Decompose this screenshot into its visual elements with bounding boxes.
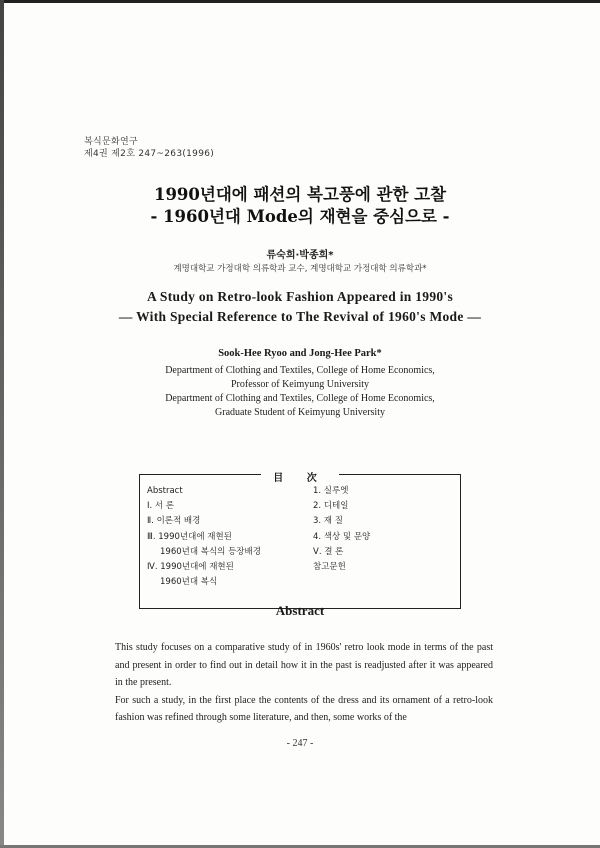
toc-item: Ⅳ. 1990년대에 재현된	[147, 562, 234, 573]
korean-title-line1: 1990년대에 패션의 복고풍에 관한 고찰	[153, 185, 447, 204]
toc-item: Ⅴ. 결 론	[313, 546, 344, 557]
english-title-line1: A Study on Retro-look Fashion Appeared in 1990's	[146, 289, 454, 304]
toc-left-column	[147, 484, 261, 590]
page-number: - 247 -	[286, 738, 314, 749]
toc-item: 4. 색상 및 문양	[313, 531, 371, 542]
english-affiliation	[0, 364, 600, 420]
affiliation-line: Professor of Keimyung University	[230, 379, 370, 390]
korean-affiliation: 계명대학교 가정대학 의류학과 교수, 계명대학교 가정대학 의류학과*	[173, 264, 427, 274]
toc-header: 目 次	[261, 473, 338, 484]
english-authors: Sook-Hee Ryoo and Jong-Hee Park*	[218, 348, 382, 359]
korean-authors: 류숙희·박종희*	[266, 250, 334, 261]
abstract-paragraph: For such a study, in the first place the contents of the dress and its ornament of a retro-look fashion was refined through some literature, and then, some works of the	[115, 694, 493, 723]
toc-item: Ⅱ. 이론적 배경	[147, 516, 201, 527]
toc-right-column	[313, 484, 370, 575]
korean-title-line2: - 1960년대 Mode의 재현을 중심으로 -	[150, 207, 450, 226]
affiliation-line: Department of Clothing and Textiles, College of Home Economics,	[165, 393, 435, 404]
toc-item: 1. 실루엣	[313, 486, 349, 496]
abstract-body	[115, 639, 493, 727]
affiliation-line: Graduate Student of Keimyung University	[215, 407, 385, 418]
toc-item: 3. 재 질	[313, 516, 343, 527]
page-edge-top	[0, 0, 600, 3]
abstract-paragraph: This study focuses on a comparative study of in 1960s' retro look mode in terms of the past and present in order to find out in detail how it in the past is readjusted after it was appeared in the present.	[115, 642, 493, 688]
journal-name: 복식문화연구	[84, 137, 138, 147]
toc-item: Abstract	[147, 486, 183, 496]
english-title-line2: — With Special Reference to The Revival of 1960's Mode —	[118, 309, 482, 324]
toc-item: Ⅰ. 서 론	[147, 501, 175, 512]
journal-info	[84, 136, 214, 160]
abstract-heading: Abstract	[275, 603, 325, 618]
toc-item: Ⅲ. 1990년대에 재현된	[147, 531, 232, 542]
table-of-contents	[139, 474, 461, 609]
affiliation-line: Department of Clothing and Textiles, College of Home Economics,	[165, 365, 435, 376]
toc-item: 1960년대 복식의 등장배경	[160, 546, 261, 557]
toc-item: 참고문헌	[313, 562, 346, 573]
toc-item: 2. 디테일	[313, 501, 349, 512]
journal-volume: 제4권 제2호 247~263(1996)	[84, 149, 215, 159]
toc-item: 1960년대 복식	[160, 577, 218, 588]
page-edge-left	[0, 0, 4, 848]
